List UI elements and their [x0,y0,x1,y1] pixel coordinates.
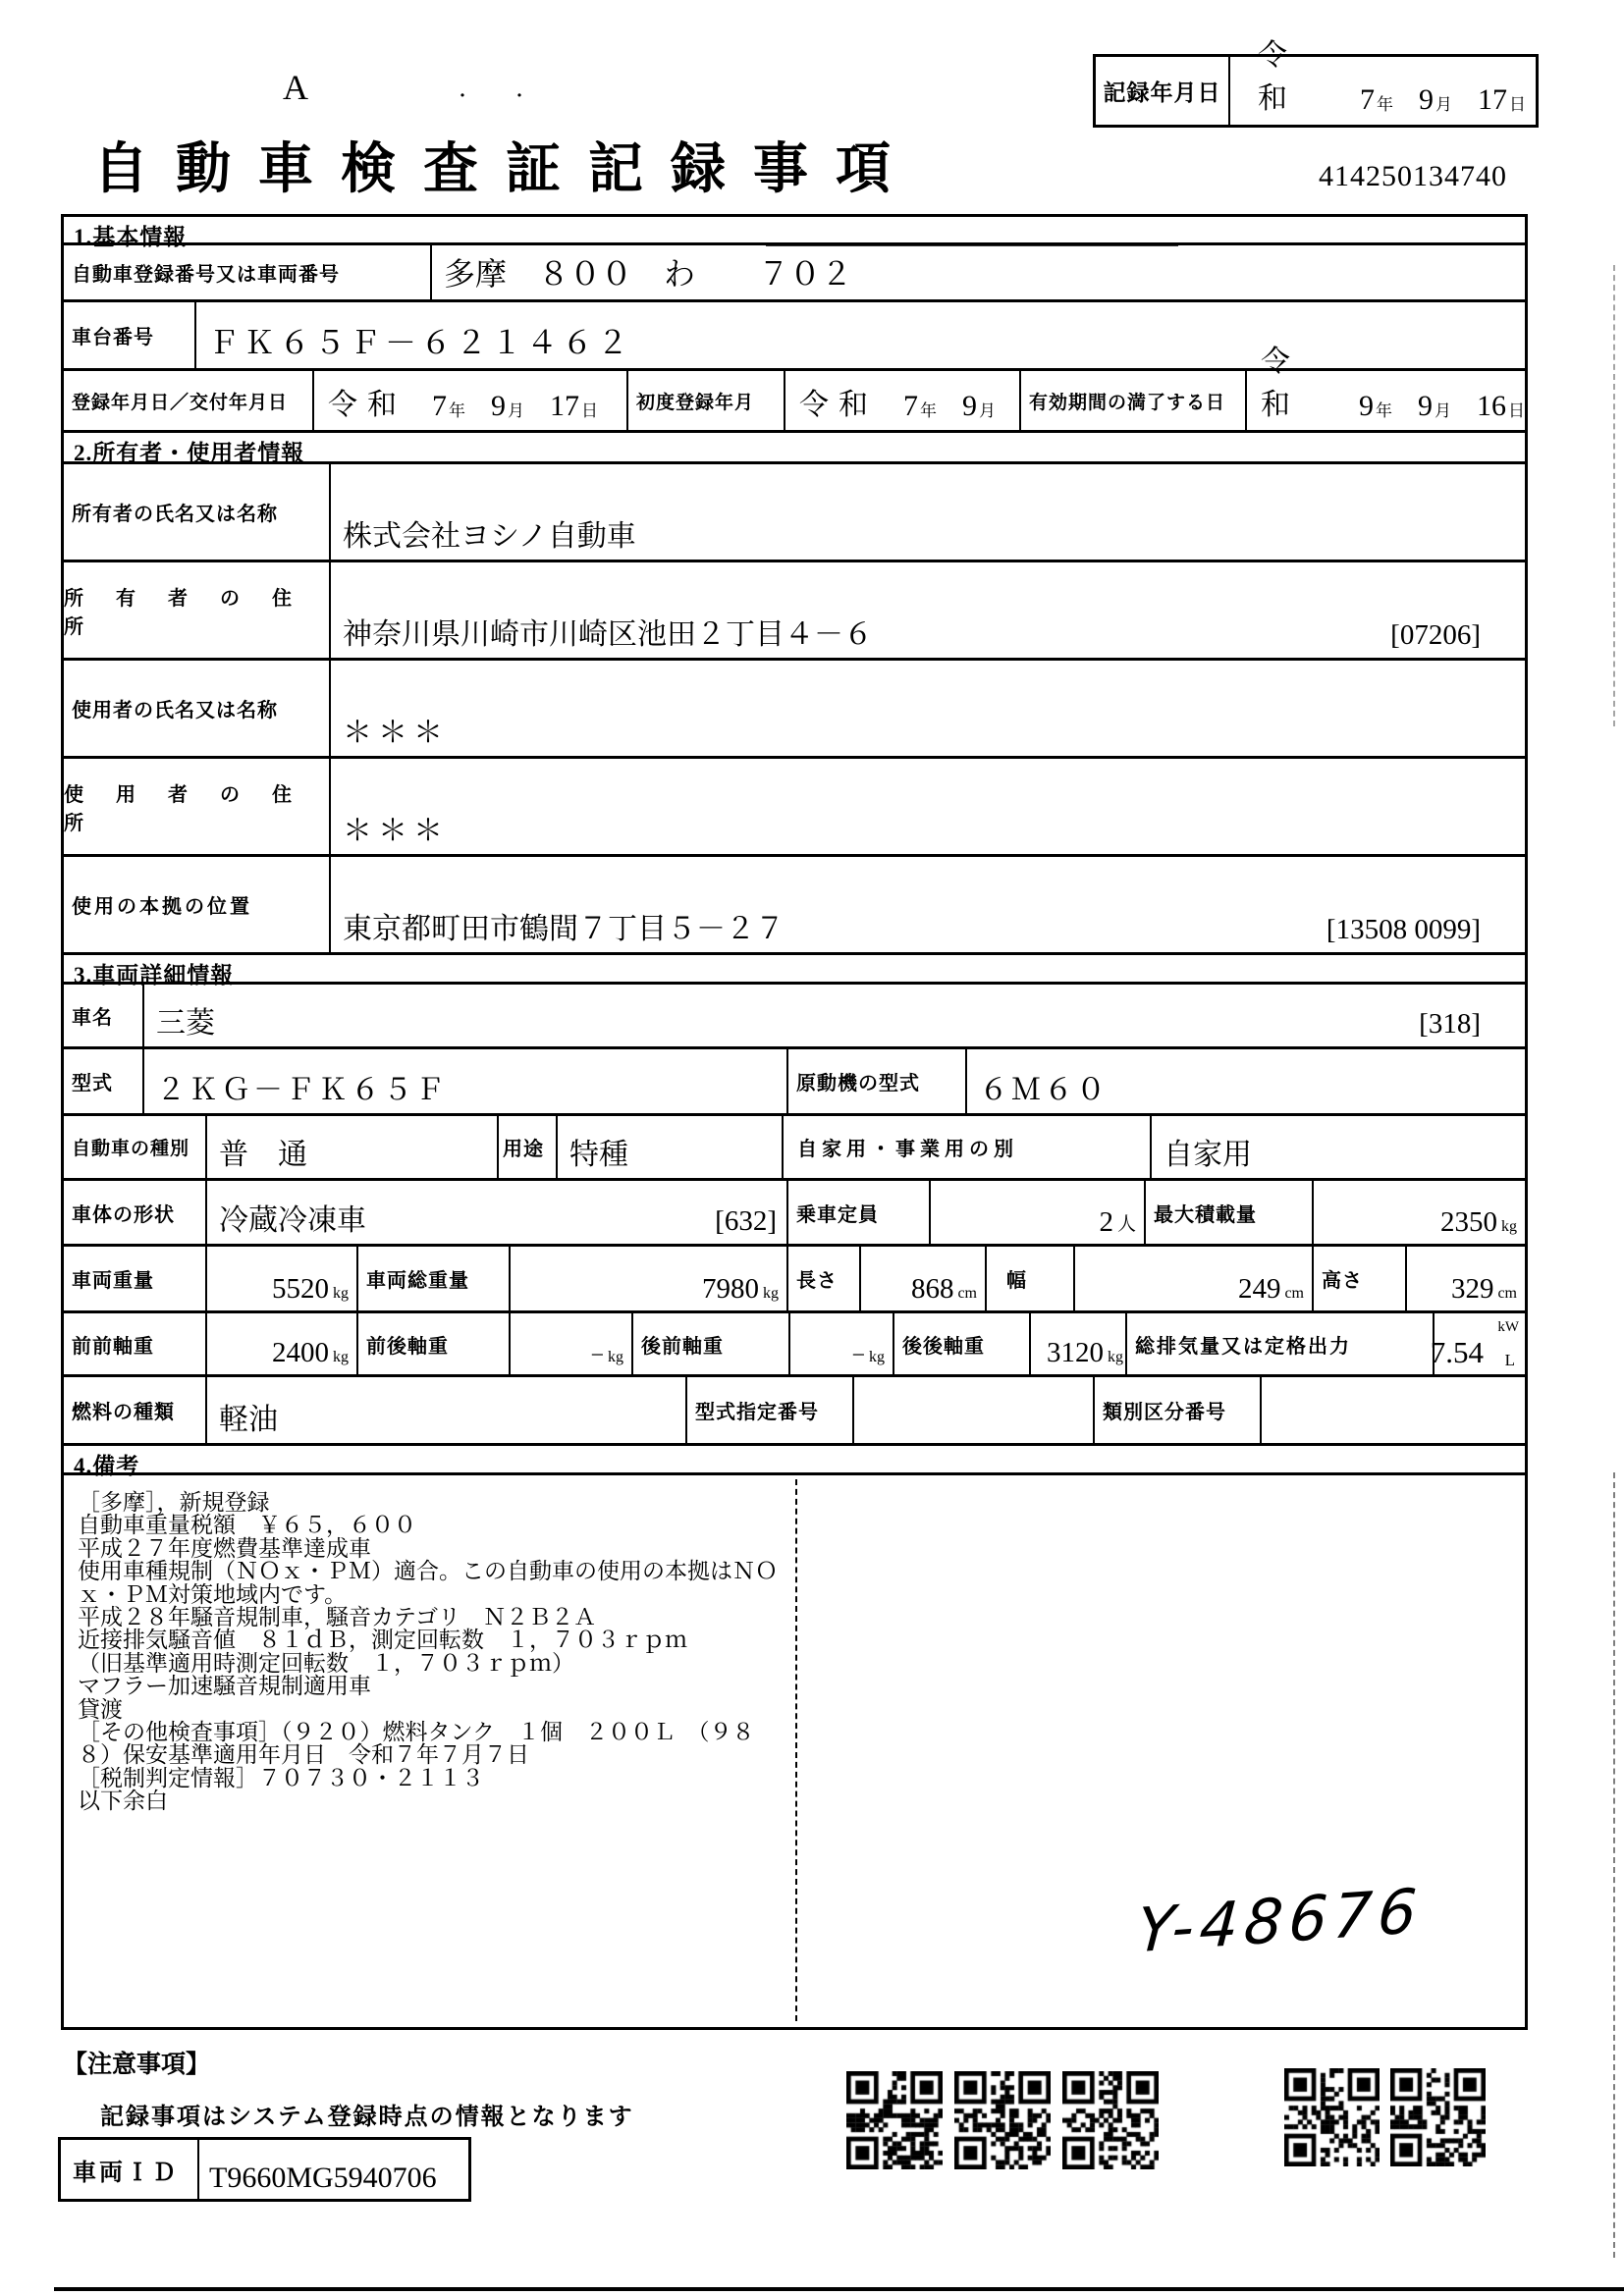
first-registration-label: 初度登録年月 [628,371,785,430]
displacement-unit-bottom: L [1504,1351,1515,1369]
owner-address-label: 所 有 者 の 住 所 [64,562,331,658]
remark-line: 自動車重量税額 ￥６５，６００ [78,1513,416,1538]
handwritten-note: Y-48676 [1134,1874,1426,1967]
car-name-label: 車名 [64,985,144,1046]
height-label: 高さ [1314,1247,1407,1310]
chassis-number-label: 車台番号 [64,302,196,368]
base-location-value: 東京都町田市鶴間７丁目５－２７ [13508 0099] [343,913,1481,945]
expiry-date-label: 有効期間の満了する日 [1021,371,1247,430]
record-date-box [1093,39,1539,128]
axle-weights-row [64,1313,1525,1377]
remark-line: ［その他検査事項］（９２０）燃料タンク １個 ２００Ｌ （９８ [78,1720,755,1745]
owner-address-code: [07206] [1390,619,1481,651]
qr-code-4 [1284,2068,1380,2166]
registration-number-label: 自動車登録番号又は車両番号 [64,245,432,299]
car-name-row [64,985,1525,1049]
scan-artifact-bottom-edge [54,2287,1624,2291]
user-name-value: ＊＊＊ [343,717,449,749]
expiry-date-value: 令和 9 年 9 月 16 日 [1261,346,1525,422]
owner-name-value: 株式会社ヨシノ自動車 [343,520,636,553]
chassis-number-value: ＦＫ６５Ｆ－６２１４６２ [208,325,633,360]
displacement-label: 総排気量又は定格出力 [1127,1313,1435,1374]
rear-front-axle-label: 後前軸重 [633,1313,790,1374]
rear-rear-axle-value: 3120 kg [1031,1313,1127,1374]
remark-line: 近接排気騒音値 ８１ｄＢ，測定回転数 １，７０３ｒｐｍ [78,1628,687,1653]
dates-row [64,346,1525,433]
page-title: 自動車検査証記録事項 [93,139,918,200]
kind-use-row [64,1116,1525,1181]
height-value: 329 cm [1450,1273,1517,1305]
user-address-value: ＊＊＊ [343,815,449,847]
vehicle-weight-label: 車両重量 [64,1247,207,1310]
gross-weight-value: 7980 kg [511,1247,788,1310]
use-label: 用途 [499,1116,558,1178]
document-number: 414250134740 [1319,160,1507,192]
body-shape-label: 車体の形状 [64,1181,207,1244]
length-label: 長さ [788,1247,861,1310]
front-front-axle-label: 前前軸重 [64,1313,207,1374]
section1-header: 1.基本情報 [64,217,1525,245]
owner-address-value: 神奈川県川崎市川崎区池田２丁目４－６ [07206] [343,618,1481,651]
section3-header: 3.車両詳細情報 [64,955,1525,985]
base-location-row [64,857,1525,955]
rear-rear-axle-label: 後後軸重 [894,1313,1031,1374]
capacity-label: 乗車定員 [788,1181,931,1244]
vehicle-weight-value: 5520 kg [207,1247,358,1310]
remark-line: マフラー加速騒音規制適用車 [78,1674,371,1699]
type-designation-label: 型式指定番号 [687,1377,854,1443]
remark-line: ［税制判定情報］７０７３０・２１１３ [78,1765,484,1790]
user-name-label: 使用者の氏名又は名称 [64,661,331,756]
body-shape-value: 冷蔵冷凍車 [632] [207,1181,788,1244]
fuel-type-label: 燃料の種類 [64,1377,207,1443]
remark-line: 以下余白 [78,1789,168,1814]
vehicle-kind-value: 普 通 [207,1116,499,1178]
user-address-row [64,759,1525,857]
registration-number-row [64,245,1525,302]
first-registration-value: 令和 7 年 9 月 [785,371,1021,430]
qr-code-5 [1390,2068,1486,2166]
owner-name-label: 所有者の氏名又は名称 [64,464,331,560]
fuel-type-value: 軽油 [207,1377,687,1443]
scan-smudge [766,242,1178,246]
main-table [61,214,1528,2030]
model-label: 型式 [64,1049,144,1113]
gross-weight-label: 車両総重量 [358,1247,511,1310]
engine-model-value: ６Ｍ６０ [979,1074,1109,1106]
car-name-value: 三菱 [318] [156,1007,1481,1040]
notice-body: 記録事項はシステム登録時点の情報となります [100,2105,634,2130]
qr-code-2 [954,2071,1051,2169]
engine-model-label: 原動機の型式 [788,1049,967,1113]
remark-line: 使用車種規制（ＮＯｘ・ＰＭ）適合。この自動車の使用の本拠はＮＯ [78,1559,778,1584]
registration-date-label: 登録年月日／交付年月日 [64,371,314,430]
vehicle-id-label: 車両ＩＤ [61,2140,199,2199]
section2-header: 2.所有者・使用者情報 [64,433,1525,464]
remark-line: ｘ・ＰＭ対策地域内です。 [78,1581,348,1607]
registration-number-value: 多摩 ８００ わ ７０２ [444,256,853,292]
car-name-code: [318] [1419,1008,1481,1040]
displacement-unit-top: kW [1497,1319,1519,1335]
era: 令和 [1258,39,1297,115]
qr-code-1 [846,2071,943,2169]
qr-code-3 [1062,2071,1159,2169]
capacity-value: 2 人 [931,1181,1146,1244]
front-rear-axle-label: 前後軸重 [358,1313,511,1374]
remark-line: 貸渡 [78,1696,123,1722]
remark-line: （旧基準適用時測定回転数 １，７０３ｒｐｍ） [78,1650,574,1676]
record-date-label: 記録年月日 [1096,57,1230,125]
max-load-label: 最大積載量 [1146,1181,1314,1244]
remark-line: ［多摩］，新規登録 [78,1490,270,1515]
section4-header: 4.備考 [64,1446,1525,1475]
weights-dimensions-row [64,1247,1525,1313]
front-rear-axle-value: − kg [511,1313,633,1374]
remark-line: 平成２８年騒音規制車，騒音カテゴリ Ｎ２Ｂ２Ａ [78,1605,597,1630]
remark-line: 平成２７年度燃費基準達成車 [78,1535,371,1561]
scan-artifact-right-bottom [1613,1472,1615,2258]
max-load-value: 2350 kg [1440,1206,1517,1238]
corner-letter: A [283,68,308,107]
vehicle-kind-label: 自動車の種別 [64,1116,207,1178]
model-row [64,1049,1525,1116]
user-name-row [64,661,1525,759]
user-address-label: 使 用 者 の 住 所 [64,759,331,854]
notice-title: 【注意事項】 [63,2052,211,2078]
private-business-value: 自家用 [1164,1139,1252,1171]
fuel-row [64,1377,1525,1446]
type-designation-value [854,1377,1095,1443]
private-business-label: 自家用・事業用の別 [784,1116,1152,1178]
vehicle-id-box [58,2137,471,2202]
remarks-divider [795,1479,797,2021]
corner-dots: ・・ [454,86,568,106]
class-number-label: 類別区分番号 [1095,1377,1262,1443]
model-value: ２ＫＧ－ＦＫ６５Ｆ [144,1049,788,1113]
width-value: 249 cm [1075,1247,1314,1310]
vehicle-id-value: T9660MG5940706 [209,2162,437,2194]
remark-line: ８）保安基準適用年月日 令和７年７月７日 [78,1742,529,1768]
width-label: 幅 [987,1247,1075,1310]
rear-front-axle-value: − kg [790,1313,894,1374]
base-location-label: 使用の本拠の位置 [64,857,331,952]
front-front-axle-value: 2400 kg [207,1313,358,1374]
body-shape-code: [632] [715,1205,777,1237]
base-location-code: [13508 0099] [1326,914,1481,945]
registration-date-value: 令和 7 年 9 月 17 日 [314,371,628,430]
record-date-value: 令和 7 年 9 月 17 日 [1230,57,1536,125]
owner-name-row [64,464,1525,562]
class-number-value [1262,1377,1525,1443]
use-value: 特種 [558,1116,784,1178]
remarks-text [78,1491,778,1813]
body-shape-row [64,1181,1525,1247]
owner-address-row [64,562,1525,661]
displacement-value: 7.54 kW L [1430,1319,1519,1369]
scan-artifact-right-top [1613,265,1615,726]
length-value: 868 cm [861,1247,987,1310]
